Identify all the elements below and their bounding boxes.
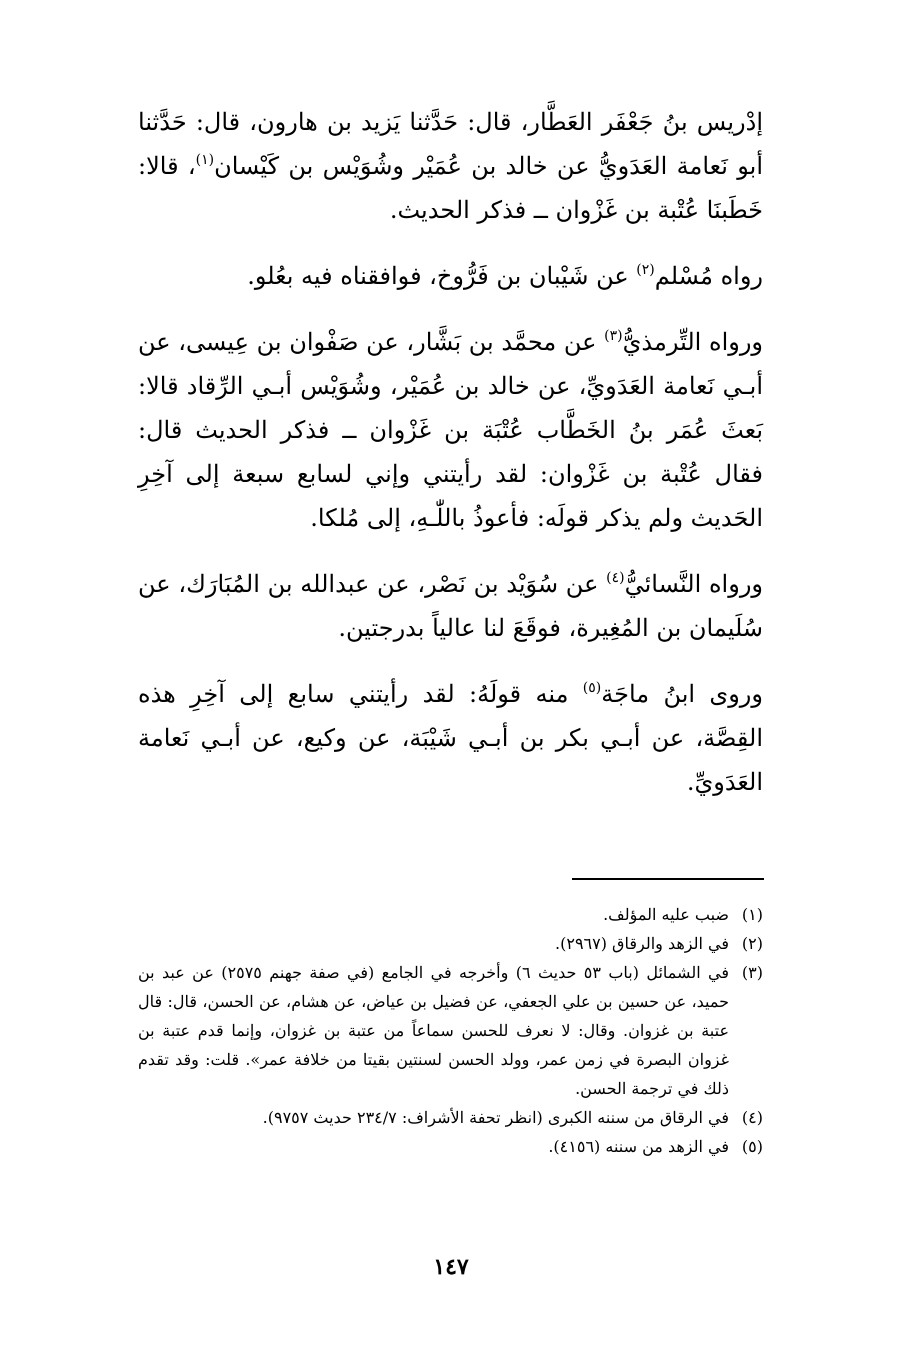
paragraph-text-continued: عن سُوَيْد بن نَصْر، عن عبدالله بن المُبَارَك، عن سُلَيمان بن المُغِيرة، فوقَعَ لنا عالياً بدرجتين. bbox=[138, 570, 763, 642]
main-text-block bbox=[138, 100, 763, 804]
footnote-3 bbox=[138, 958, 763, 1103]
paragraph-3 bbox=[138, 320, 763, 540]
footnote-ref: (١) bbox=[195, 152, 215, 168]
footnote-number: (٤) bbox=[741, 1108, 763, 1127]
footnote-ref: (٥) bbox=[582, 680, 602, 696]
footnote-2 bbox=[138, 929, 763, 958]
footnote-divider bbox=[572, 878, 764, 880]
paragraph-text: إدْريس بنُ جَعْفَر العَطَّار، قال: حَدَّثنا يَزيد بن هارون، قال: حَدَّثنا أبو نَعامة العَدَويُّ عن خالد بن عُمَيْر وشُوَيْس بن كَيْسان bbox=[138, 108, 763, 180]
footnote-text: ضبب عليه المؤلف. bbox=[603, 905, 729, 924]
paragraph-text: رواه مُسْلم bbox=[654, 262, 763, 290]
footnote-number: (٥) bbox=[741, 1137, 763, 1156]
footnote-text: في الرقاق من سننه الكبرى (انظر تحفة الأشراف: ٢٣٤/٧ حديث ٩٧٥٧). bbox=[262, 1108, 729, 1127]
page-number: ١٤٧ bbox=[433, 1254, 469, 1280]
paragraph-text-continued: منه قولَهُ: لقد رأيتني سابع إلى آخِرِ هذه القِصَّة، عن أبـي بكر بن أبـي شَيْبَة، عن وكيع، عن أبـي نَعامة العَدَويِّ. bbox=[138, 680, 763, 796]
footnote-text: في الزهد والرقاق (٢٩٦٧). bbox=[555, 934, 729, 953]
paragraph-5 bbox=[138, 672, 763, 804]
footnotes-section bbox=[138, 900, 763, 1161]
paragraph-text-continued: عن محمَّد بن بَشَّار، عن صَفْوان بن عِيسى، عن أبـي نَعامة العَدَويِّ، عن خالد بن عُمَيْر، وشُوَيْس أبـي الرِّقاد قالا: بَعثَ عُمَر بنُ الخَطَّاب عُتْبَة بن غَزْوان ــ فذكر الحديث قال: فقال عُتْبة بن غَزْوان: لقد رأيتني وإني لسابع سبعة إلى آخِرِ الحَديث ولم يذكر قولَه: فأعوذُ باللّٰـهِ، إلى مُلكا. bbox=[138, 328, 764, 532]
footnote-number: (١) bbox=[741, 905, 763, 924]
paragraph-text: ورواه التِّرمذيُّ bbox=[622, 328, 764, 356]
paragraph-text-continued: عن شَيْبان بن فَرُّوخ، فوافقناه فيه بعُلو. bbox=[247, 262, 637, 290]
footnote-number: (٢) bbox=[741, 934, 763, 953]
paragraph-1 bbox=[138, 100, 763, 232]
footnote-4 bbox=[138, 1103, 763, 1132]
footnote-text: في الزهد من سننه (٤١٥٦). bbox=[548, 1137, 729, 1156]
paragraph-4 bbox=[138, 562, 763, 650]
footnote-ref: (٢) bbox=[636, 262, 655, 278]
paragraph-text-continued: ، قالا: خَطَبنَا عُتْبة بن غَزْوان ــ فذكر الحديث. bbox=[138, 152, 763, 224]
paragraph-text: ورواه النَّسائيُّ bbox=[624, 570, 763, 598]
footnote-ref: (٣) bbox=[604, 328, 623, 344]
footnote-text: في الشمائل (باب ٥٣ حديث ٦) وأخرجه في الجامع (في صفة جهنم ٢٥٧٥) عن عبد بن حميد، عن حسين بن علي الجعفي، عن فضيل بن عياض، عن هشام، عن الحسن، قال: قال عتبة بن غزوان. وقال: لا نعرف للحسن سماعاً من عتبة بن غزوان، وإنما قدم عتبة بن غزوان البصرة في زمن عمر، وولد الحسن لسنتين بقيتا من خلافة عمر». قلت: وقد تقدم ذلك في ترجمة الحسن. bbox=[138, 963, 730, 1098]
footnote-5 bbox=[138, 1132, 763, 1161]
footnote-ref: (٤) bbox=[606, 570, 625, 586]
paragraph-text: وروى ابنُ ماجَة bbox=[601, 680, 763, 708]
footnote-number: (٣) bbox=[741, 963, 763, 982]
footnote-1 bbox=[138, 900, 763, 929]
paragraph-2 bbox=[138, 254, 763, 298]
